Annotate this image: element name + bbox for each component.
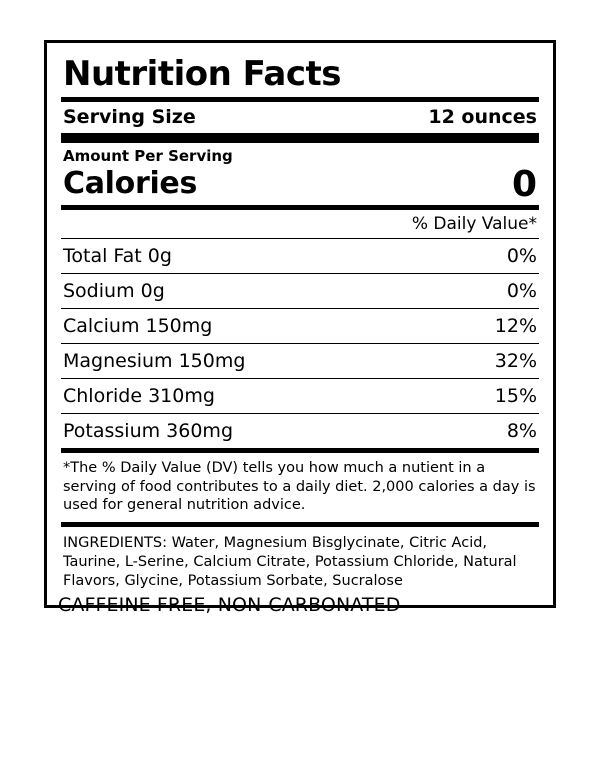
daily-value-footnote: *The % Daily Value (DV) tells you how much a nutient in a serving of food contributes to a daily diet. 2,000 calories a day is used for general nutrition advice. [63,460,536,514]
nutrient-percent: 0% [506,280,537,303]
nutrient-percent: 12% [494,315,537,338]
nutrient-name: Magnesium 150mg [63,350,246,373]
serving-size-value: 12 ounces [428,106,537,129]
nutrition-facts-panel [44,40,556,608]
nutrient-name: Potassium 360mg [63,420,233,443]
nutrient-percent: 0% [506,245,537,268]
nutrient-name: Chloride 310mg [63,385,215,408]
nutrient-row [61,379,539,413]
nutrient-row [61,274,539,308]
nutrient-percent: 32% [494,350,537,373]
nutrient-percent: 8% [506,420,537,443]
calories-value: 0 [511,164,537,206]
calories-row [61,165,539,205]
nutrient-name: Calcium 150mg [63,315,213,338]
nutrient-row [61,414,539,448]
nutrient-row [61,239,539,273]
amount-per-serving-label: Amount Per Serving [63,147,233,166]
ingredients-text: INGREDIENTS: Water, Magnesium Bisglycinate, Citric Acid, Taurine, L-Serine, Calcium Citrate, Potassium Chloride, Natural Flavors, Glycine, Potassium Sorbate, Sucralose [63,534,517,589]
nutrient-name: Total Fat 0g [63,245,172,268]
calories-label: Calories [63,166,198,202]
page-title: Nutrition Facts [63,54,341,94]
daily-value-header: % Daily Value* [411,214,537,235]
divider-under-serving [61,133,539,143]
nutrient-row [61,344,539,378]
serving-size-row [61,102,539,133]
serving-size-label: Serving Size [63,106,196,129]
nutrient-name: Sodium 0g [63,280,165,303]
nutrient-row [61,309,539,343]
tagline: CAFFEINE FREE, NON-CARBONATED [58,594,401,616]
nutrient-percent: 15% [494,385,537,408]
